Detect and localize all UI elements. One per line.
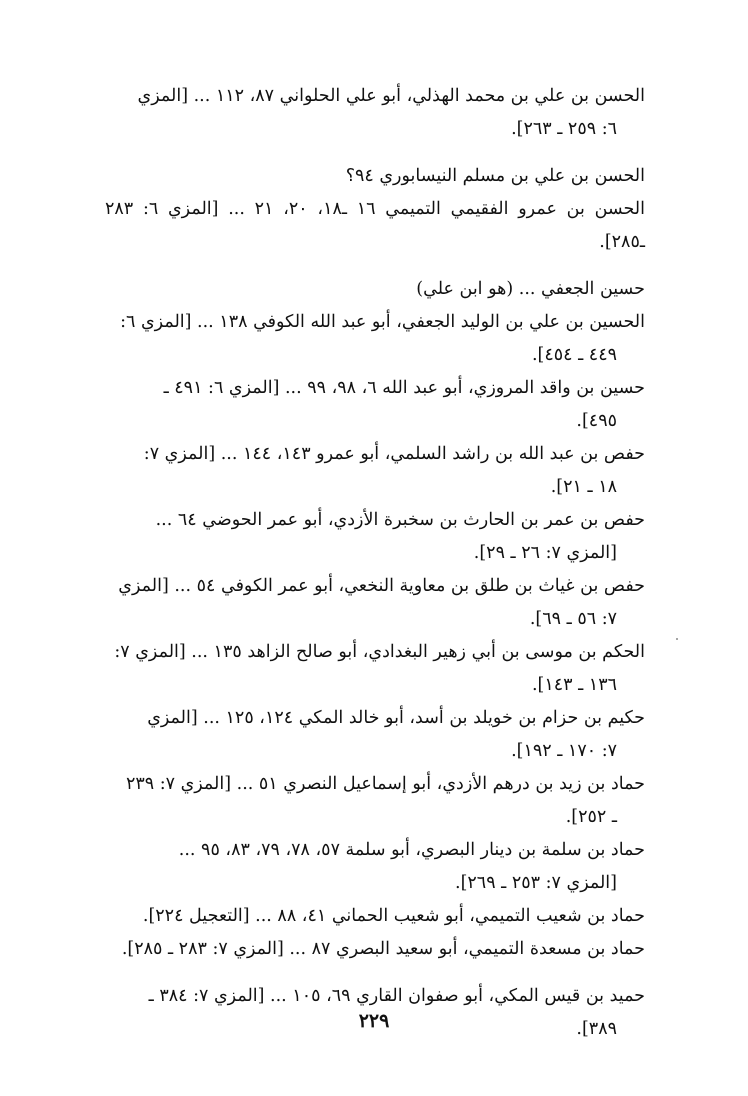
entry-hammad-ibn-salama [105, 834, 645, 900]
entry-continuation: ـ ٢٥٢]. [565, 807, 617, 827]
entry-husayn-ibn-ali-jufi [105, 306, 645, 372]
entry-line: الحسن بن عمرو الفقيمي التميمي ١٦ ـ١٨، ٢٠، ٢١ ... [المزي ٦: ٢٨٣ ـ٢٨٥]. [105, 199, 645, 252]
entry-line: حسين الجعفي ... (هو ابن علي) [416, 279, 645, 299]
entry-line: حفص بن عمر بن الحارث بن سخبرة الأزدي، أبو عمر الحوضي ٦٤ ... [155, 510, 645, 530]
entry-continuation: ١٨ ـ ٢١]. [550, 477, 617, 497]
entry-line: حميد بن قيس المكي، أبو صفوان القاري ٦٩، ١٠٥ ... [المزي ٧: ٣٨٤ ـ [148, 986, 645, 1006]
entry-line: حماد بن شعيب التميمي، أبو شعيب الحماني ٤١، ٨٨ ... [التعجيل ٢٢٤]. [142, 906, 645, 926]
entry-continuation: [المزي ٧: ٢٦ ـ ٢٩]. [473, 543, 617, 563]
entry-line: حماد بن مسعدة التميمي، أبو سعيد البصري ٨٧ ... [المزي ٧: ٢٨٣ ـ ٢٨٥]. [121, 939, 645, 959]
entry-line: الحسين بن علي بن الوليد الجعفي، أبو عبد الله الكوفي ١٣٨ ... [المزي ٦: [120, 312, 645, 332]
entry-continuation: [المزي ٧: ٢٥٣ ـ ٢٦٩]. [455, 873, 617, 893]
entry-hasan-ibn-amr-fuqaymi [105, 193, 645, 259]
entry-continuation: ٧: ٥٦ ـ ٦٩]. [529, 609, 617, 629]
page-number: ٢٢٩ [358, 1010, 390, 1032]
entry-line: حماد بن سلمة بن دينار البصري، أبو سلمة ٥٧، ٧٨، ٧٩، ٨٣، ٩٥ ... [178, 840, 645, 860]
entry-continuation: ٧: ١٧٠ ـ ١٩٢]. [511, 741, 617, 761]
entry-continuation: ٦: ٢٥٩ ـ ٢٦٣]. [511, 119, 617, 139]
entry-husayn-ibn-waqid [105, 372, 645, 438]
entry-hakim-ibn-hizam [105, 702, 645, 768]
entry-line: حسين بن واقد المروزي، أبو عبد الله ٦، ٩٨، ٩٩ ... [المزي ٦: ٤٩١ ـ [163, 378, 645, 398]
entry-line: الحسن بن علي بن محمد الهذلي، أبو علي الحلواني ٨٧، ١١٢ ... [المزي [137, 86, 645, 106]
entry-continuation: ٤٩٥]. [576, 411, 617, 431]
entry-husayn-al-jufi [105, 273, 645, 306]
entry-hakam-ibn-musa [105, 636, 645, 702]
entry-hafs-ibn-abdullah [105, 438, 645, 504]
entry-line: حفص بن غياث بن طلق بن معاوية النخعي، أبو عمر الكوفي ٥٤ ... [المزي [118, 576, 645, 596]
entry-hammad-ibn-zayd [105, 768, 645, 834]
entry-hafs-ibn-umar-hawdi [105, 504, 645, 570]
entry-hammad-ibn-shuayb [105, 900, 645, 933]
entry-line: الحسن بن علي بن مسلم النيسابوري ٩٤؟ [345, 166, 645, 186]
index-entries [105, 80, 645, 1046]
entry-line: حفص بن عبد الله بن راشد السلمي، أبو عمرو ١٤٣، ١٤٤ ... [المزي ٧: [143, 444, 645, 464]
entry-hasan-ibn-ali-hulwani [105, 80, 645, 146]
entry-continuation: ٤٤٩ ـ ٤٥٤]. [531, 345, 617, 365]
entry-line: حكيم بن حزام بن خويلد بن أسد، أبو خالد المكي ١٢٤، ١٢٥ ... [المزي [147, 708, 645, 728]
entry-hasan-ibn-ali-naysaburi [105, 160, 645, 193]
entry-line: الحكم بن موسى بن أبي زهير البغدادي، أبو صالح الزاهد ١٣٥ ... [المزي ٧: [114, 642, 645, 662]
entry-hammad-ibn-masada [105, 933, 645, 966]
scan-speck [676, 638, 678, 640]
entry-line: حماد بن زيد بن درهم الأزدي، أبو إسماعيل النصري ٥١ ... [المزي ٧: ٢٣٩ [125, 774, 645, 794]
entry-hafs-ibn-ghiyath [105, 570, 645, 636]
entry-continuation: ٣٨٩]. [576, 1019, 617, 1039]
entry-continuation: ١٣٦ ـ ١٤٣]. [531, 675, 617, 695]
